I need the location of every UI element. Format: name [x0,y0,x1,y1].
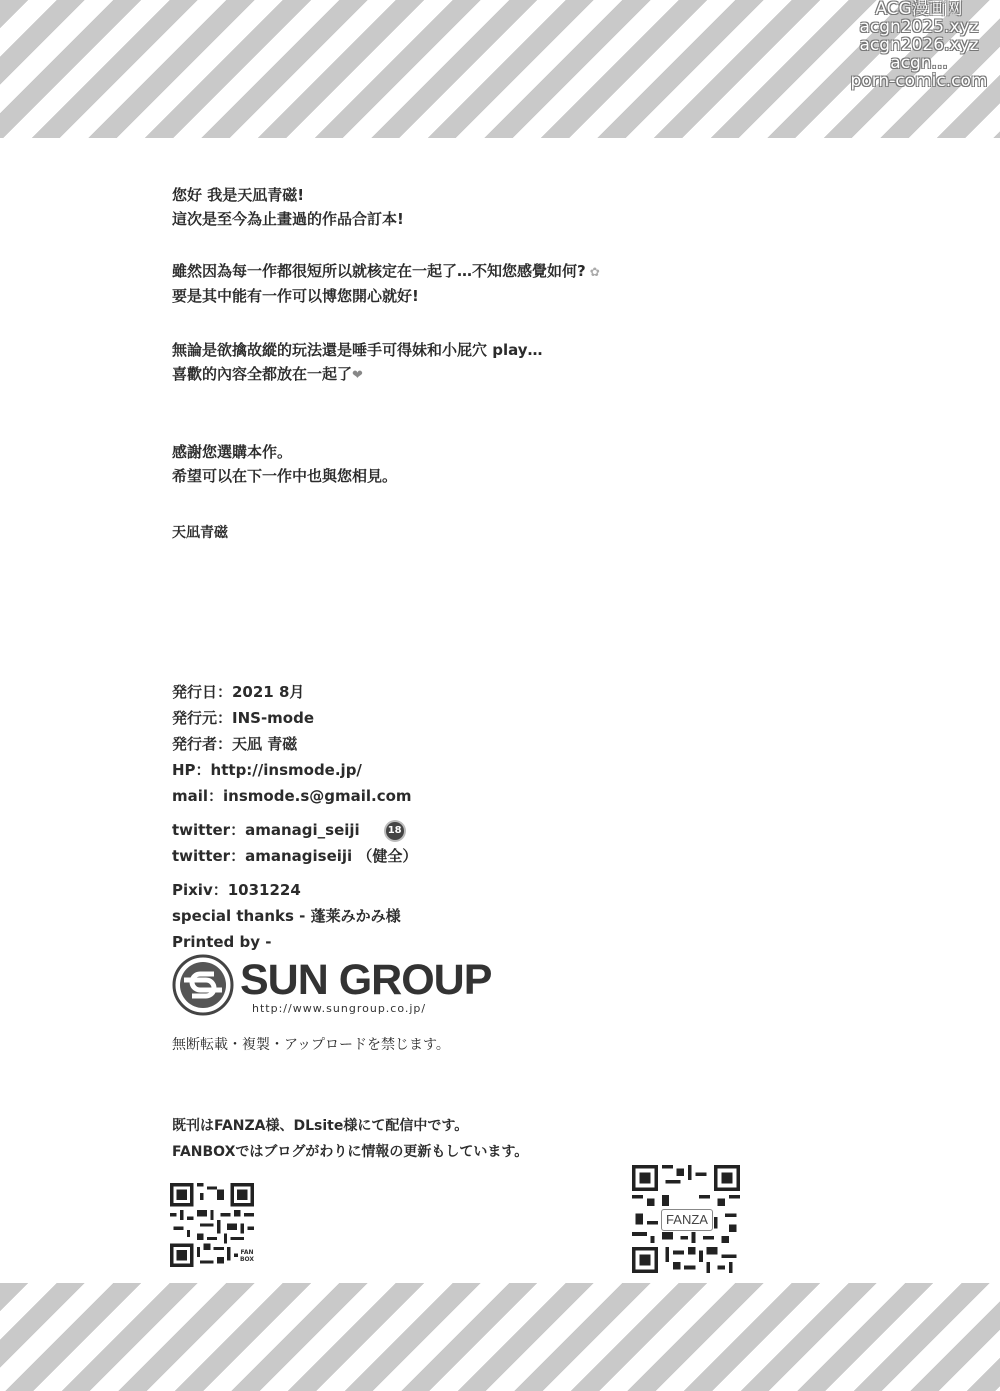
fanza-label: FANZA [661,1209,713,1231]
afterword-line: 要是其中能有一作可以博您開心就好! [172,287,419,305]
afterword-paragraph-3 [172,338,543,388]
issuer: 発行者：天凪 青磁 [172,735,298,753]
greeting-paragraph [172,183,404,231]
printer-name: SUN GROUP [240,956,492,1004]
watermark-line: ACG漫画网 [875,0,963,19]
watermark-line: acgn... [890,53,948,73]
sparkle-icon: ✿ [589,265,600,279]
colophon [172,679,417,955]
email-link[interactable]: mail：insmode.s@gmail.com [172,787,412,805]
watermark-line: acgn2026.xyz [859,35,979,55]
printer-url[interactable]: http://www.sungroup.co.jp/ [252,1002,427,1015]
availability-line: 既刊はFANZA様、DLsite様にて配信中です。 [172,1118,469,1134]
twitter-general-link[interactable]: twitter：amanagiseiji （健全） [172,847,418,865]
afterword-line: 雖然因為每一作都很短所以就核定在一起了…不知您感覺如何? [172,262,586,280]
pixiv-id[interactable]: Pixiv：1031224 [172,881,301,899]
author-signature: 天凪青磁 [172,525,228,541]
watermark-line: porn-comic.com [850,71,988,91]
striped-footer-band [0,1283,1000,1391]
afterword-line: 無論是欲擒故縱的玩法還是唾手可得妹和小屁穴 play… [172,341,543,359]
homepage-link[interactable]: HP：http://insmode.jp/ [172,761,362,779]
site-watermark [844,0,994,90]
twitter-r18-link[interactable]: twitter：amanagi_seiji [172,821,360,839]
greeting-line: 這次是至今為止畫過的作品合訂本! [172,210,404,228]
watermark-line: acgn2025.xyz [859,17,979,37]
availability-line: FANBOXではブログがわりに情報の更新もしています。 [172,1144,529,1160]
thanks-paragraph [172,440,397,488]
thanks-line: 感謝您選購本作。 [172,443,293,461]
release-date: 発行日：2021 8月 [172,683,305,701]
special-thanks: special thanks - 蓬莱みかみ様 [172,907,401,925]
heart-icon: ❤ [352,368,363,383]
afterword-paragraph-2 [172,259,600,308]
sun-group-logo [172,954,492,1020]
greeting-line: 您好 我是天凪青磁! [172,186,305,204]
copyright-notice: 無断転載・複製・アップロードを禁じます。 [172,1037,450,1053]
printed-by: Printed by - [172,933,272,951]
availability-info [172,1113,528,1165]
r18-badge: 18 [386,822,404,840]
afterword-line: 喜歡的內容全都放在一起了 [172,365,353,383]
thanks-line: 希望可以在下一作中也與您相見。 [172,467,398,485]
sun-group-emblem-icon [172,954,234,1016]
fanbox-tag: FAN BOX [239,1249,255,1263]
publisher: 発行元：INS-mode [172,709,315,727]
